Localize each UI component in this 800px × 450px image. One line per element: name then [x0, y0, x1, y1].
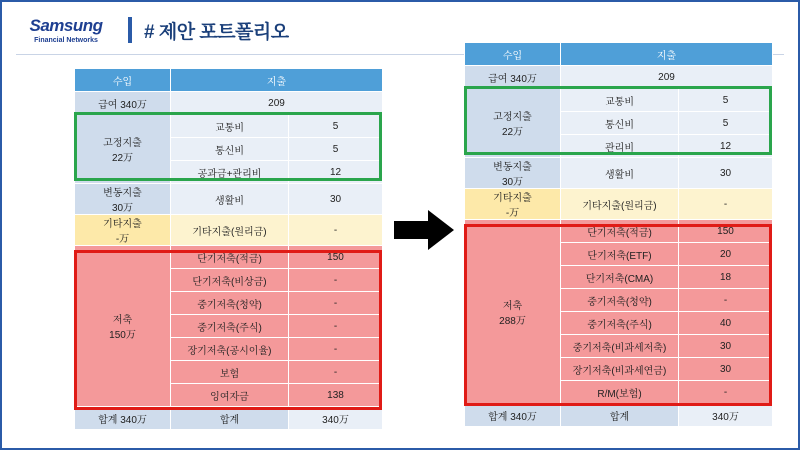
left-total-value: 340万 — [289, 407, 383, 430]
left-savings-val-2: - — [289, 269, 383, 292]
left-header-expense: 지출 — [171, 69, 383, 92]
right-variable-amount: 30万 — [501, 177, 524, 188]
right-variable-label — [465, 158, 561, 189]
table-row — [75, 215, 383, 246]
left-fixed-item-1: 교통비 — [171, 115, 289, 138]
right-savings-val-6: 30 — [679, 335, 773, 358]
left-savings-val-1: 150 — [289, 246, 383, 269]
right-savings-val-5: 40 — [679, 312, 773, 335]
table-header-row — [75, 69, 383, 92]
left-fixed-label — [75, 115, 171, 184]
left-savings-item-5: 장기저축(공시이율) — [171, 338, 289, 361]
right-savings-item-6: 중기저축(비과세저축) — [561, 335, 679, 358]
left-savings-item-3: 중기저축(청약) — [171, 292, 289, 315]
left-savings-val-5: - — [289, 338, 383, 361]
left-etc-val: - — [289, 215, 383, 246]
right-header-expense: 지출 — [561, 43, 773, 66]
left-savings-label — [75, 246, 171, 407]
page-title-text: 제안 포트폴리오 — [158, 21, 289, 43]
title-hash-icon: # — [144, 21, 155, 43]
left-etc-amount: -万 — [115, 234, 130, 245]
left-savings-val-6: - — [289, 361, 383, 384]
right-total-label: 합계 340万 — [465, 404, 561, 427]
right-etc-amount: -万 — [505, 208, 520, 219]
left-savings-val-4: - — [289, 315, 383, 338]
right-fixed-val-1: 5 — [679, 89, 773, 112]
left-savings-item-2: 단기저축(비상금) — [171, 269, 289, 292]
right-savings-val-1: 150 — [679, 220, 773, 243]
left-variable-amount: 30万 — [111, 203, 134, 214]
left-total-mid: 합계 — [171, 407, 289, 430]
table-row — [75, 92, 383, 115]
right-etc-item: 기타지출(원리금) — [561, 189, 679, 220]
left-fixed-item-2: 통신비 — [171, 138, 289, 161]
right-savings-item-2: 단기저축(ETF) — [561, 243, 679, 266]
table-row — [75, 115, 383, 138]
right-salary-label: 급여 340万 — [465, 66, 561, 89]
left-fixed-amount: 22万 — [111, 153, 134, 164]
left-etc-label-text: 기타지출 — [103, 219, 142, 230]
right-savings-val-7: 30 — [679, 358, 773, 381]
left-etc-label — [75, 215, 171, 246]
right-total-value: 340万 — [679, 404, 773, 427]
left-etc-item: 기타지출(원리금) — [171, 215, 289, 246]
table-row — [465, 189, 773, 220]
right-fixed-item-2: 통신비 — [561, 112, 679, 135]
left-variable-label — [75, 184, 171, 215]
right-savings-val-3: 18 — [679, 266, 773, 289]
page-title — [144, 17, 289, 44]
right-savings-item-4: 중기저축(청약) — [561, 289, 679, 312]
left-savings-val-3: - — [289, 292, 383, 315]
left-variable-item: 생활비 — [171, 184, 289, 215]
logo-subtitle: Financial Networks — [34, 36, 98, 44]
table-row — [75, 246, 383, 269]
right-savings-label — [465, 220, 561, 404]
right-budget-table — [464, 42, 773, 427]
right-variable-label-text: 변동지출 — [493, 162, 532, 173]
right-savings-val-8: - — [679, 381, 773, 404]
logo-wordmark: Samsung — [29, 15, 103, 35]
right-arrow-icon — [394, 210, 454, 250]
right-fixed-item-1: 교통비 — [561, 89, 679, 112]
right-savings-val-4: - — [679, 289, 773, 312]
left-savings-item-6: 보험 — [171, 361, 289, 384]
left-fixed-item-3: 공과금+관리비 — [171, 161, 289, 184]
table-row — [465, 66, 773, 89]
left-variable-val: 30 — [289, 184, 383, 215]
left-savings-amount: 150万 — [109, 330, 136, 341]
left-salary-label: 급여 340万 — [75, 92, 171, 115]
left-savings-item-1: 단기저축(적금) — [171, 246, 289, 269]
table-header-row — [465, 43, 773, 66]
right-savings-item-3: 단기저축(CMA) — [561, 266, 679, 289]
left-total-label: 합계 340万 — [75, 407, 171, 430]
right-savings-label-text: 저축 — [502, 300, 523, 312]
right-salary-value: 209 — [561, 66, 773, 89]
left-fixed-val-1: 5 — [289, 115, 383, 138]
left-savings-item-4: 중기저축(주식) — [171, 315, 289, 338]
table-total-row — [75, 407, 383, 430]
right-fixed-amount: 22万 — [501, 127, 524, 138]
right-savings-item-8: R/M(보험) — [561, 381, 679, 404]
right-etc-label — [465, 189, 561, 220]
table-row — [465, 89, 773, 112]
right-variable-val: 30 — [679, 158, 773, 189]
right-fixed-label — [465, 89, 561, 158]
right-variable-item: 생활비 — [561, 158, 679, 189]
samsung-logo — [18, 17, 114, 44]
right-etc-val: - — [679, 189, 773, 220]
right-savings-item-7: 장기저축(비과세연금) — [561, 358, 679, 381]
left-fixed-val-2: 5 — [289, 138, 383, 161]
left-savings-item-7: 잉여자금 — [171, 384, 289, 407]
table-row — [465, 220, 773, 243]
right-etc-label-text: 기타지출 — [493, 193, 532, 204]
right-savings-item-1: 단기저축(적금) — [561, 220, 679, 243]
right-fixed-val-2: 5 — [679, 112, 773, 135]
left-header-income: 수입 — [75, 69, 171, 92]
table-row — [465, 158, 773, 189]
table-row — [75, 184, 383, 215]
left-budget-table — [74, 68, 383, 430]
left-savings-val-7: 138 — [289, 384, 383, 407]
right-savings-item-5: 중기저축(주식) — [561, 312, 679, 335]
right-fixed-item-3: 관리비 — [561, 135, 679, 158]
right-header-income: 수입 — [465, 43, 561, 66]
right-fixed-label-text: 고정지출 — [493, 112, 532, 123]
left-fixed-val-3: 12 — [289, 161, 383, 184]
left-fixed-label-text: 고정지출 — [103, 138, 142, 149]
title-accent-bar — [128, 17, 132, 43]
right-savings-amount: 288万 — [499, 315, 526, 327]
left-variable-label-text: 변동지출 — [103, 188, 142, 199]
right-savings-val-2: 20 — [679, 243, 773, 266]
left-savings-label-text: 저축 — [112, 315, 133, 326]
left-salary-value: 209 — [171, 92, 383, 115]
right-fixed-val-3: 12 — [679, 135, 773, 158]
right-total-mid: 합계 — [561, 404, 679, 427]
table-total-row — [465, 404, 773, 427]
